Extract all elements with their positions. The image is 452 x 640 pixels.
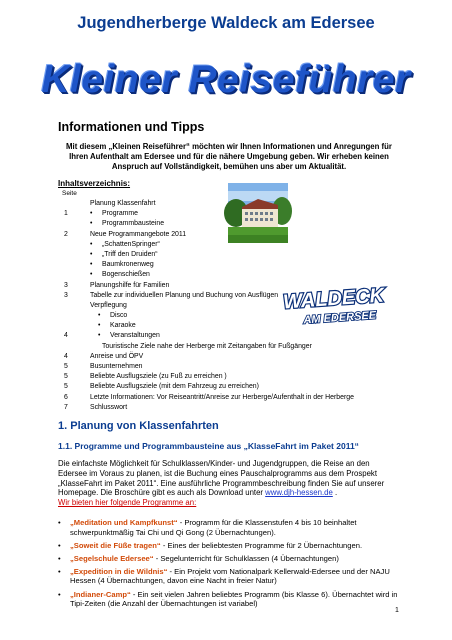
bullet-icon: • xyxy=(58,540,61,550)
program-description: - Ein Projekt vom Nationalpark Kellerwald-Edersee und der NAJU Hessen (4 Übernachtungen, davon eine Nacht in freier Natur) xyxy=(70,566,390,586)
toc-page-number: 5 xyxy=(64,373,68,381)
toc-row xyxy=(58,331,418,341)
subchapter-heading: 1.1. Programme und Programmbausteine aus „KlasseFahrt im Paket 2011“ xyxy=(58,441,359,451)
page-number: 1 xyxy=(395,607,399,614)
toc-entry: Programme xyxy=(102,210,138,218)
program-list xyxy=(58,518,398,612)
toc-page-number: 7 xyxy=(64,403,68,411)
toc-entry: Busunternehmen xyxy=(90,363,143,370)
program-item xyxy=(58,554,398,564)
bullet-icon: • xyxy=(98,322,101,330)
bullet-icon: • xyxy=(90,220,93,228)
logo-line2: AM EDERSEE xyxy=(303,309,377,327)
toc-row xyxy=(58,393,418,403)
bullet-icon: • xyxy=(90,210,93,218)
toc-page-number: 3 xyxy=(64,291,68,299)
toc-entry: Disco xyxy=(110,312,128,320)
toc-row xyxy=(58,362,418,372)
toc-entry: „SchattenSpringer“ xyxy=(102,240,160,248)
toc-entry: Karaoke xyxy=(110,322,136,330)
bullet-icon: • xyxy=(58,518,61,527)
document-subtitle: Jugendherberge Waldeck am Edersee xyxy=(77,14,375,32)
toc-entry: Programmbausteine xyxy=(102,220,165,228)
toc-entry: „Triff den Druiden“ xyxy=(102,250,158,258)
toc-entry: Beliebte Ausflugsziele (zu Fuß zu erreichen ) xyxy=(90,373,227,381)
bullet-icon: • xyxy=(90,271,93,279)
toc-entry: Touristische Ziele nahe der Herberge mit Zeitangaben für Fußgänger xyxy=(102,342,312,350)
waldeck-logo xyxy=(282,283,385,328)
program-description: - Segelunterricht für Schulklassen (4 Übernachtungen) xyxy=(153,553,339,563)
toc-row xyxy=(58,260,418,270)
toc-row xyxy=(58,250,418,260)
toc-page-number: 1 xyxy=(64,210,68,218)
program-name: „Meditation und Kampfkunst“ xyxy=(70,518,178,527)
toc-row xyxy=(58,372,418,382)
bullet-icon: • xyxy=(98,312,101,320)
toc-entry: Planungshilfe für Familien xyxy=(90,281,170,289)
program-name: „Segelschule Edersee“ xyxy=(70,553,154,563)
bullet-icon: • xyxy=(90,240,93,248)
document-title: Kleiner Reiseführer xyxy=(41,58,411,101)
toc-page-number: 2 xyxy=(64,230,68,238)
logo-line1: WALDECK xyxy=(282,284,385,314)
program-name: „Soweit die Füße tragen“ xyxy=(70,540,161,550)
bullet-icon: • xyxy=(90,261,93,269)
toc-page-number: 6 xyxy=(64,393,68,401)
toc-entry: Baumkronenweg xyxy=(102,261,154,269)
program-description: - Ein seit vielen Jahren beliebtes Programm (bis Klasse 6). Übernachtet wird in Tipi-Zeiten (die Anzahl der Übernachtungen ist variabel) xyxy=(70,589,398,609)
toc-entry: Beliebte Ausflugsziele (mit dem Fahrzeug zu erreichen) xyxy=(90,383,259,391)
toc-entry: Tabelle zur individuellen Planung und Buchung von Ausflügen xyxy=(90,291,279,299)
toc-entry: Veranstaltungen xyxy=(110,332,160,340)
bullet-icon: • xyxy=(58,589,61,599)
website-link[interactable]: www.djh-hessen.de xyxy=(265,488,333,498)
toc-entry: Bogenschießen xyxy=(102,271,150,279)
toc-row xyxy=(58,403,418,413)
bullet-icon: • xyxy=(58,566,61,576)
toc-heading: Inhaltsverzeichnis: xyxy=(58,179,131,188)
toc-entry: Planung Klassenfahrt xyxy=(90,200,156,207)
toc-row xyxy=(58,352,418,362)
program-description: - Eines der beliebtesten Programme für 2 Übernachtungen. xyxy=(160,540,363,550)
hostel-photo xyxy=(228,183,288,243)
intro-paragraph: Mit diesem „Kleinen Reiseführer“ möchten wir Ihnen Informationen und Anregungen für Ihren Aufenthalt am Edersee und für die nähere Umgebung geben. Wir erheben keinen Anspruch auf Vollständigkeit, bemühen uns aber um Aktualität. xyxy=(66,142,392,171)
section-title: Informationen und Tipps xyxy=(58,120,205,134)
bullet-icon: • xyxy=(58,553,61,563)
toc-page-number: 5 xyxy=(64,363,68,370)
toc-entry: Anreise und ÖPV xyxy=(90,352,144,360)
toc-page-number: 5 xyxy=(64,383,68,391)
programs-intro: Wir bieten hier folgende Programme an: xyxy=(58,498,197,508)
program-item xyxy=(58,590,398,609)
toc-page-label: Seite xyxy=(62,190,77,197)
body-text-end: . xyxy=(332,488,338,498)
toc-page-number: 4 xyxy=(64,332,68,340)
toc-page-number: 4 xyxy=(64,352,68,360)
program-description: - Programm für die Klassenstufen 4 bis 10 beinhaltet schwerpunktmäßig Tai Chi und Qi Gong (2 Übernachtungen). xyxy=(70,518,357,537)
body-text: Die einfachste Möglichkeit für Schulklassen/Kinder- und Jugendgruppen, die Reise an den Edersee im Voraus zu planen, ist die Buchung eines Pauschalprogramms aus dem Prospekt „KlasseFahrt im Paket 2011“. Eine ausführliche Programmbeschreibung finden Sie auf unserer Homepage. Die Broschüre gibt es auch als Download unter xyxy=(58,459,385,498)
program-name: „Indianer-Camp“ xyxy=(70,589,131,599)
toc-entry: Verpflegung xyxy=(90,301,127,309)
bullet-icon: • xyxy=(90,250,93,258)
bullet-icon: • xyxy=(98,332,101,340)
body-paragraph xyxy=(58,459,398,508)
program-item xyxy=(58,541,398,551)
toc-entry: Neue Programmangebote 2011 xyxy=(90,230,187,238)
program-item xyxy=(58,518,398,537)
toc-row xyxy=(58,342,418,352)
toc-row xyxy=(58,382,418,392)
toc-row xyxy=(58,270,418,280)
program-name: „Expedition in die Wildnis“ xyxy=(70,566,168,576)
toc-entry: Letzte Informationen: Vor Reiseantritt/Anreise zur Herberge/Aufenthalt in der Herberge xyxy=(90,393,354,401)
chapter-heading: 1. Planung von Klassenfahrten xyxy=(58,420,219,432)
toc-entry: Schlusswort xyxy=(90,403,128,411)
toc-page-number: 3 xyxy=(64,281,68,289)
program-item xyxy=(58,567,398,586)
